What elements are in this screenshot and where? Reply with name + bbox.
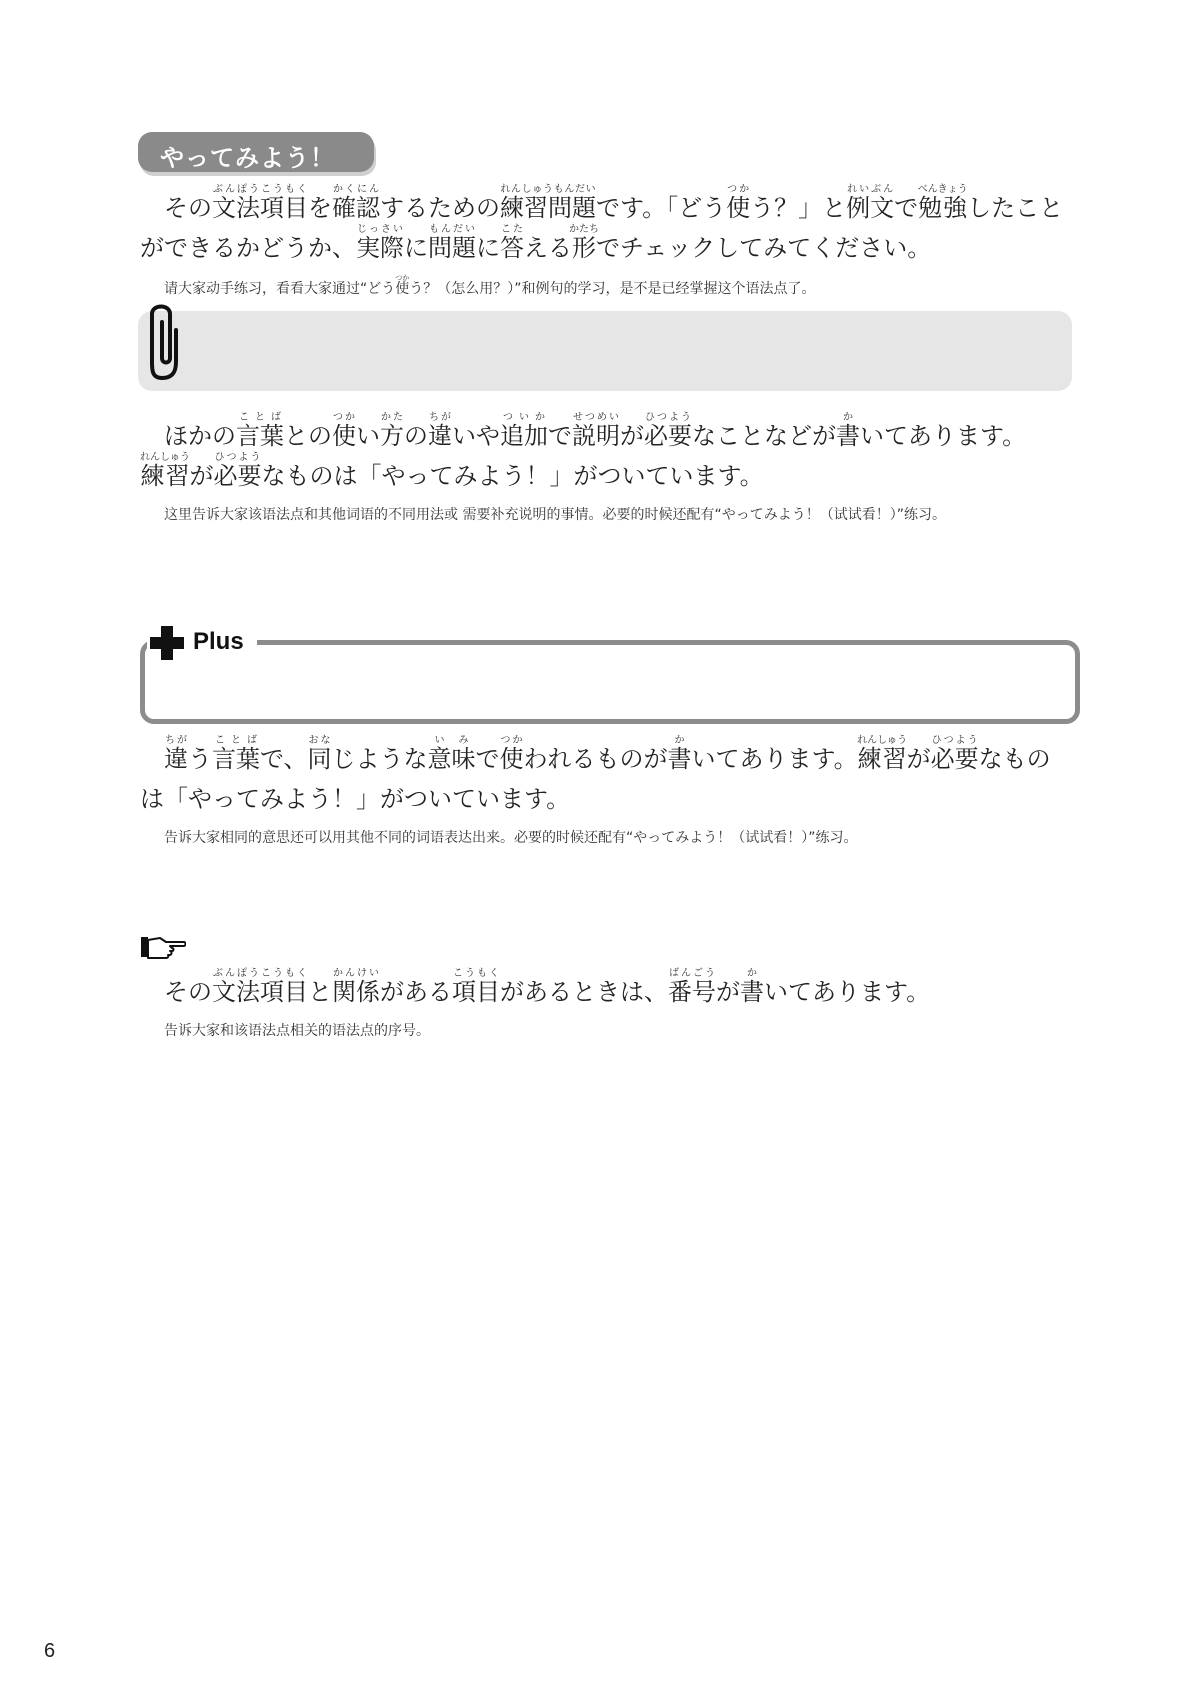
section-note: [140, 412, 1072, 528]
note-box: [138, 311, 1072, 391]
yattemiyou-description: その文法項目ぶんぽうこうもくを確認かくにんするための練習問題れんしゅうもんだいです。「どう使つかう？」と例文れいぶんで勉強べんきょうしたことができるかどうか、実際じっさいに問題もんだいに答こたえる形かたちでチェックしてみてください。: [140, 184, 1064, 262]
reference-description: その文法項目ぶんぽうこうもくと関係かんけいがある項目こうもくがあるときは、番号ばんごうが書かいてあります。: [164, 968, 931, 1006]
plus-description: 違ちがう言葉ことばで、同おなじような意味いみで使つかわれるものが書かいてあります。練習れんしゅうが必要ひつようなものは「やってみよう！」がついています。: [140, 735, 1051, 813]
plus-label: Plus: [193, 628, 244, 655]
plus-icon: [148, 624, 186, 662]
plus-translation: 告诉大家相同的意思还可以用其他不同的词语表达出来。必要的时候还配有“やってみよう！（试试看！）”练习。: [164, 830, 858, 846]
section-header-badge: [138, 132, 374, 172]
page-number: 6: [44, 1640, 56, 1662]
paperclip-icon: [148, 300, 188, 386]
reference-translation: 告诉大家和该语法点相关的语法点的序号。: [164, 1023, 430, 1039]
note-description: ほかの言葉ことばとの使つかい方かたの違ちがいや追加ついかで説明せつめいが必要ひつようなことなどが書かいてあります。練習れんしゅうが必要ひつようなものは「やってみよう！」がついています。: [140, 412, 1027, 490]
section-header-title: やってみよう！: [160, 144, 335, 172]
pointing-hand-icon: [140, 934, 186, 960]
note-translation: 这里告诉大家该语法点和其他词语的不同用法或 需要补充说明的事情。必要的时候还配有“やってみよう！（试试看！）”练习。: [164, 507, 946, 523]
section-reference: [140, 968, 1072, 1044]
plus-box: [140, 640, 1080, 724]
section-yattemiyou: [140, 184, 1072, 302]
yattemiyou-translation: 请大家动手练习，看看大家通过“どう使つかう？（怎么用？）”和例句的学习，是不是已经掌握这个语法点了。: [164, 274, 816, 297]
section-plus: [140, 735, 1072, 851]
